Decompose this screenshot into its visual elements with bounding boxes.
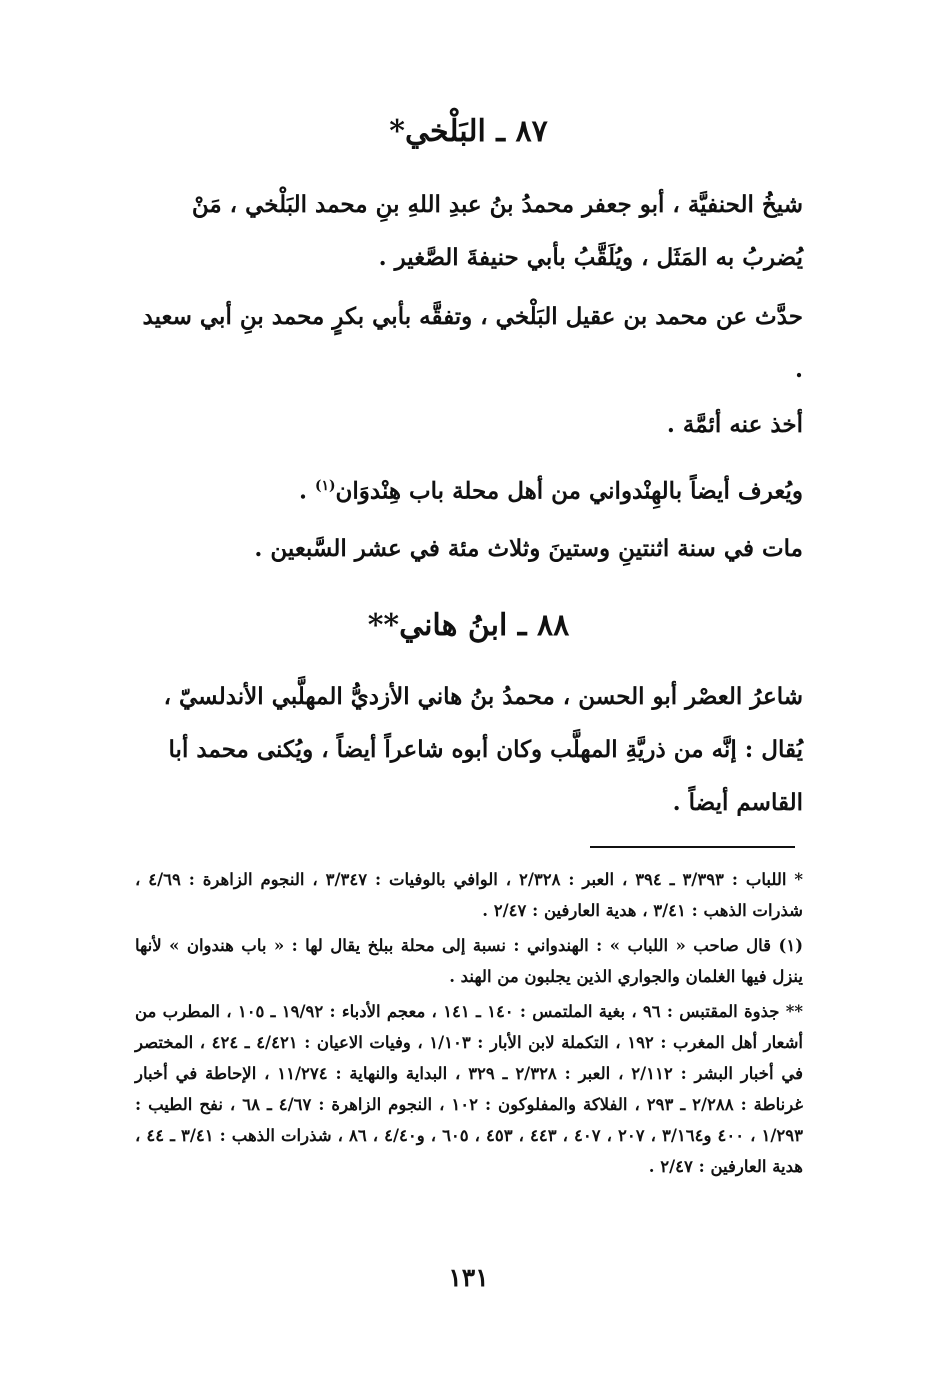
footnote-1 (135, 930, 803, 992)
footnote-text: ** جذوة المقتبس : ٩٦ ، بغية الملتمس : ١٤٠ ـ ١٤١ ، معجم الأدباء : ١٩/٩٢ ـ ١٠٥ ، المطرب من أشعار أهل المغرب : ١٩٢ ، التكملة لابن الأبار : ١/١٠٣ ، وفيات الاعيان : ٤/٤٢١ ـ ٤٢٤ ، المختصر في أخبار البشر : ٢/١١٢ ، العبر : ٢/٣٢٨ ـ ٣٢٩ ، البداية والنهاية : ١١/٢٧٤ ، الإحاطة في أخبار غرناطة : ٢/٢٨٨ ـ ٢٩٣ ، الفلاكة والمفلوكون : ١٠٢ ، النجوم الزاهرة : ٤/٦٧ ـ ٦٨ ، نفح الطيب : ١/٢٩٣ ، ٤٠٠ و٣/١٦٤ ، ٢٠٧ ، ٤٠٧ ، ٤٤٣ ، ٤٥٣ ، ٦٠٥ ، و٤/٤٠ ، ٨٦ ، شذرات الذهب : ٣/٤١ ـ ٤٤ ، هدية العارفين : ٢/٤٧ . (135, 1002, 804, 1176)
paragraph-text-end: . (298, 477, 315, 505)
footnote-text: (١) قال صاحب « اللباب » : الهندواني : نسبة إلى محلة ببلخ يقال لها : « باب هندوان » لأنها ينزل فيها الغلمان والجواري الذين يجلبون من الهند . (135, 936, 803, 986)
paragraph-text: شيخُ الحنفيَّة ، أبو جعفر محمدُ بنُ عبدِ اللهِ بنِ محمد البَلْخي ، مَنْ يُضربُ به المَثَل ، ويُلَقَّبُ بأبي حنيفةَ الصَّغير . (191, 191, 803, 271)
page-number: ١٣١ (448, 1263, 489, 1292)
footnote-text: * اللباب : ٣/٣٩٣ ـ ٣٩٤ ، العبر : ٢/٣٢٨ ، الوافي بالوفيات : ٣/٣٤٧ ، النجوم الزاهرة : ٤/٦٩ ، شذرات الذهب : ٣/٤١ ، هدية العارفين : ٢/٤٧ . (135, 870, 803, 920)
entry-87-paragraph-3 (135, 398, 803, 451)
paragraph-text: أخذ عنه أئمَّة . (666, 411, 803, 438)
paragraph-text: حدَّث عن محمد بن عقيل البَلْخي ، وتفقَّه بأبي بكرٍ محمد بنِ أبي سعيد . (142, 303, 803, 383)
paragraph-text (135, 460, 803, 518)
paragraph-text: شاعرُ العصْر أبو الحسن ، محمدُ بنُ هاني الأزديُّ المهلَّبي الأندلسيّ ، يُقال : إنَّه من ذريَّةِ المهلَّب وكان أبوه شاعراً أيضاً ، ويُكنى محمد أبا القاسم أيضاً . (163, 683, 803, 816)
entry-88-heading: ٨٨ ـ ابنُ هاني** (367, 608, 570, 643)
paragraph-text: مات في سنة اثنتينِ وستينَ وثلاث مئة في عشر السَّبعين . (254, 535, 803, 562)
footnote-sources-87 (135, 864, 803, 926)
entry-88-paragraph-1 (135, 670, 803, 829)
entry-87-paragraph-4 (135, 460, 803, 518)
entry-87-paragraph-5 (135, 522, 803, 575)
entry-87-paragraph-1 (135, 178, 803, 284)
footnote-sources-88 (135, 996, 803, 1182)
entry-87-heading: ٨٧ ـ البَلْخي* (389, 114, 548, 149)
entry-87-paragraph-2 (135, 290, 803, 396)
paragraph-text-main: ويُعرف أيضاً بالهِنْدواني من أهل محلة باب هِنْدوَان (335, 477, 803, 505)
footnote-marker: (١) (315, 478, 336, 494)
footnote-divider (590, 846, 795, 848)
